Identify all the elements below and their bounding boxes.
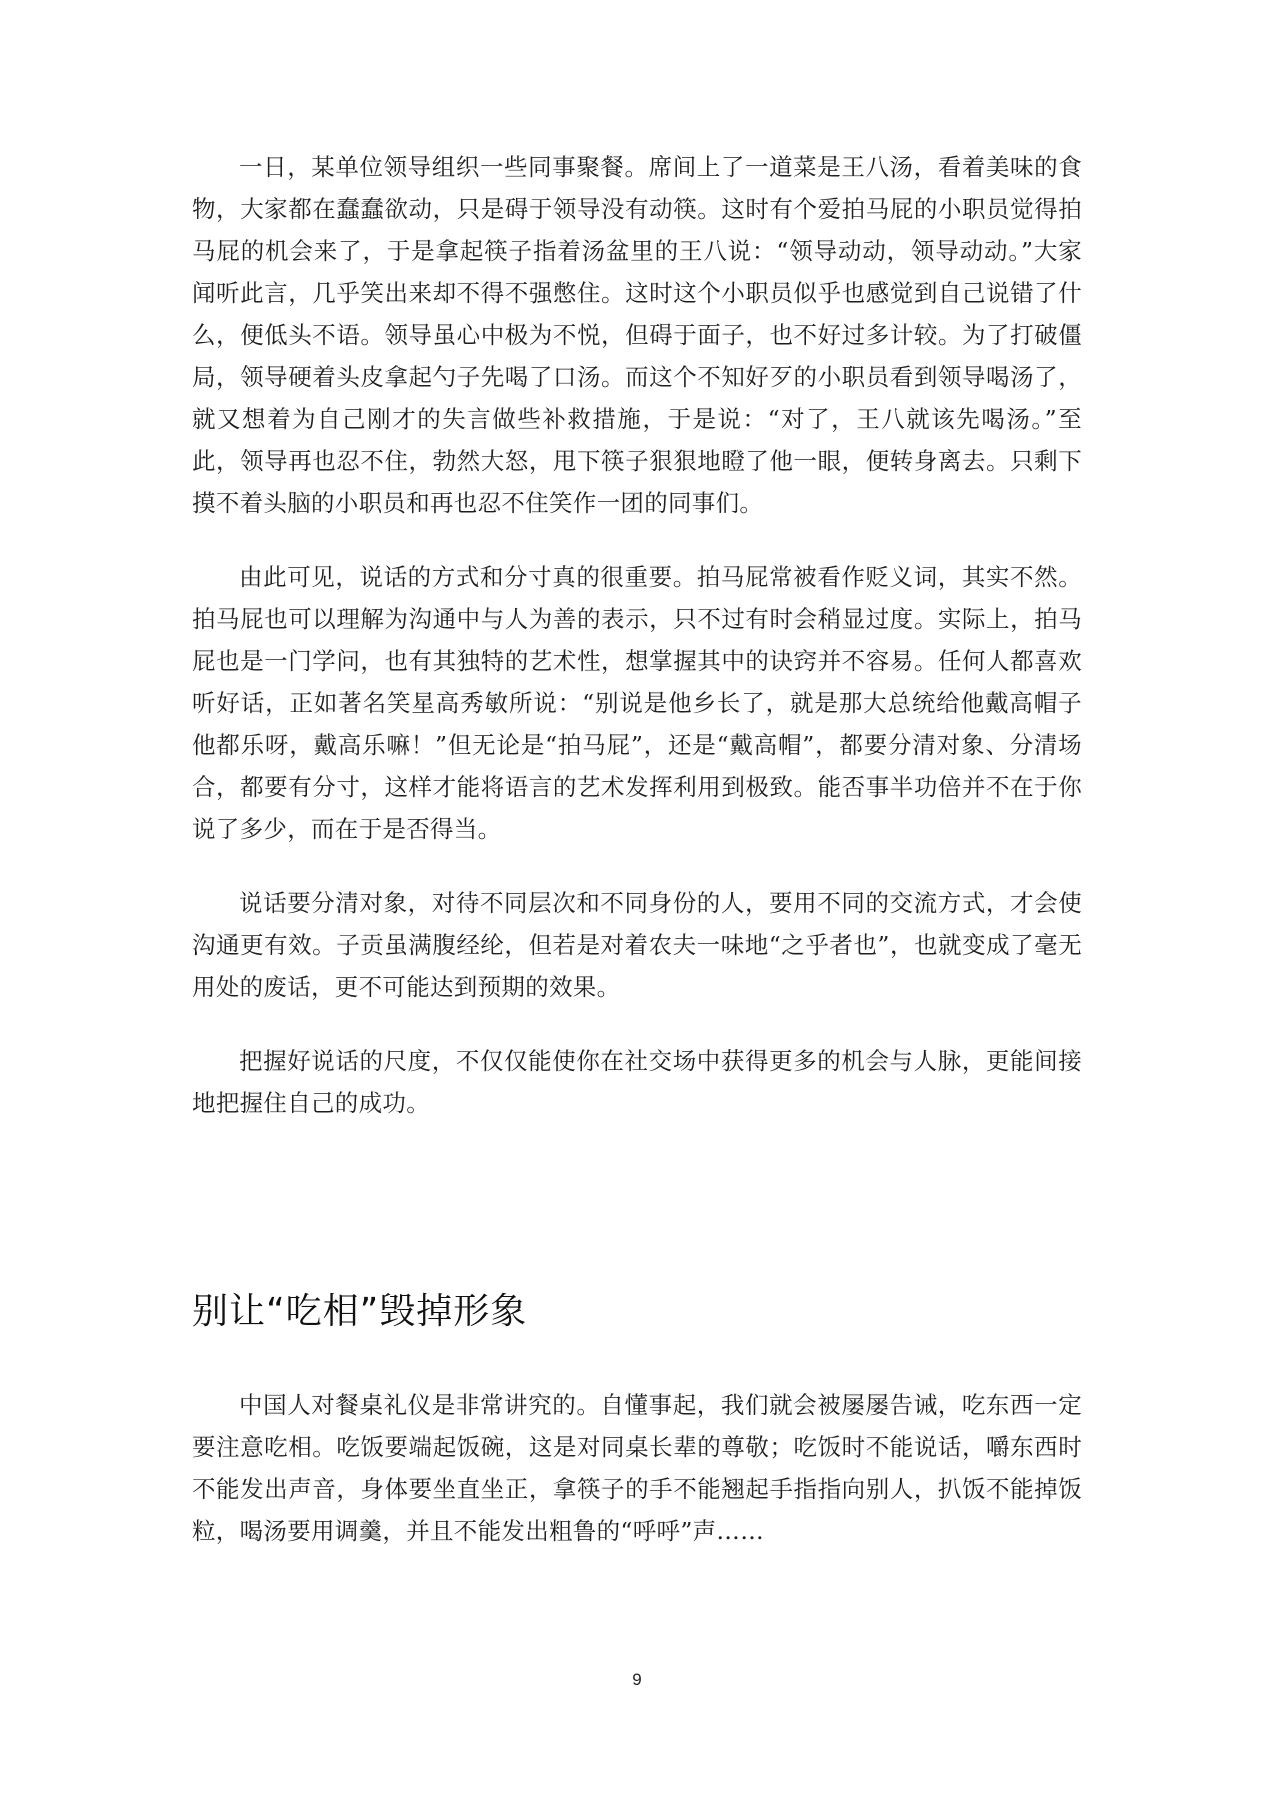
- body-text-block: [192, 146, 1082, 1124]
- paragraph: 由此可见，说话的方式和分寸真的很重要。拍马屁常被看作贬义词，其实不然。拍马屁也可以理解为沟通中与人为善的表示，只不过有时会稍显过度。实际上，拍马屁也是一门学问，也有其独特的艺术性，想掌握其中的诀窍并不容易。任何人都喜欢听好话，正如著名笑星高秀敏所说：“别说是他乡长了，就是那大总统给他戴高帽子他都乐呀，戴高乐嘛！”但无论是“拍马屁”，还是“戴高帽”，都要分清对象、分清场合，都要有分寸，这样才能将语言的艺术发挥利用到极致。能否事半功倍并不在于你说了多少，而在于是否得当。: [192, 563, 1082, 843]
- paragraph: 把握好说话的尺度，不仅仅能使你在社交场中获得更多的机会与人脉，更能间接地把握住自己的成功。: [192, 1047, 1082, 1117]
- paragraph: 一日，某单位领导组织一些同事聚餐。席间上了一道菜是王八汤，看着美味的食物，大家都在蠢蠢欲动，只是碍于领导没有动筷。这时有个爱拍马屁的小职员觉得拍马屁的机会来了，于是拿起筷子指着汤盆里的王八说：“领导动动，领导动动。”大家闻听此言，几乎笑出来却不得不强憋住。这时这个小职员似乎也感觉到自己说错了什么，便低头不语。领导虽心中极为不悦，但碍于面子，也不好过多计较。为了打破僵局，领导硬着头皮拿起勺子先喝了口汤。而这个不知好歹的小职员看到领导喝汤了，就又想着为自己刚才的失言做些补救措施，于是说：“对了，王八就该先喝汤。”至此，领导再也忍不住，勃然大怒，甩下筷子狠狠地瞪了他一眼，便转身离去。只剩下摸不着头脑的小职员和再也忍不住笑作一团的同事们。: [192, 153, 1082, 517]
- section-body-text: [192, 1384, 1082, 1552]
- paragraph: 中国人对餐桌礼仪是非常讲究的。自懂事起，我们就会被屡屡告诫，吃东西一定要注意吃相。吃饭要端起饭碗，这是对同桌长辈的尊敬；吃饭时不能说话，嚼东西时不能发出声音，身体要坐直坐正，拿筷子的手不能翘起手指指向别人，扒饭不能掉饭粒，喝汤要用调羹，并且不能发出粗鲁的“呼呼”声……: [192, 1391, 1082, 1545]
- paragraph: 说话要分清对象，对待不同层次和不同身份的人，要用不同的交流方式，才会使沟通更有效。子贡虽满腹经纶，但若是对着农夫一味地“之乎者也”，也就变成了毫无用处的废话，更不可能达到预期的效果。: [192, 889, 1082, 1001]
- page-number: 9: [632, 1670, 642, 1689]
- section-heading: 别让“吃相”毁掉形象: [192, 1291, 528, 1332]
